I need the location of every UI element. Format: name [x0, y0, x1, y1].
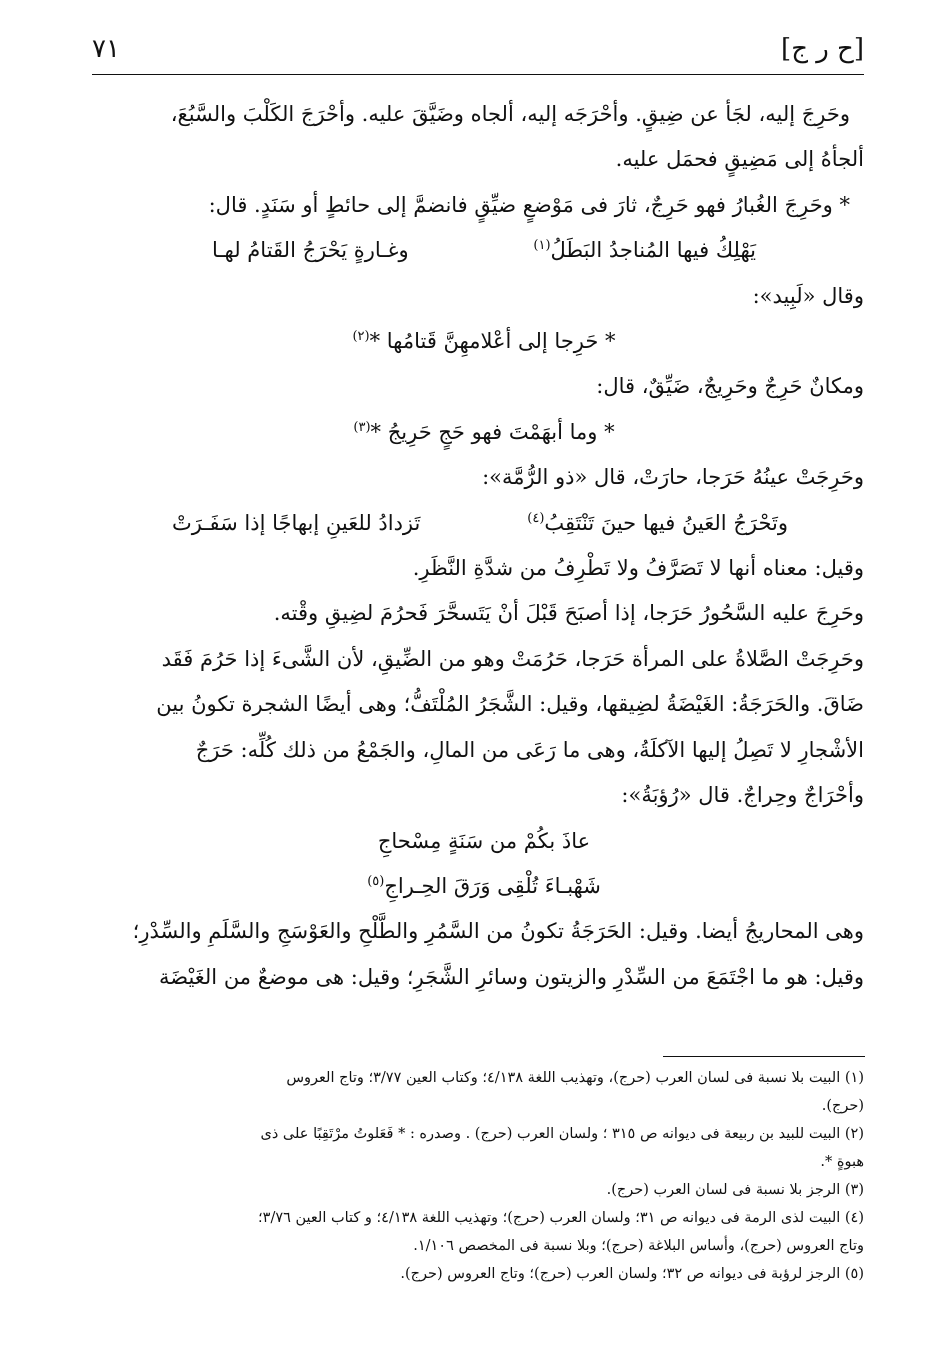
text-line: وحَرِجَتْ الصَّلاةُ على المرأة حَرَجا، حَرُمَتْ وهو من الضِّيقِ، لأن الشَّىءَ إذا حَرُمَ فَقَد: [161, 646, 864, 671]
text-line: وقال «لَبِيد»:: [752, 283, 864, 308]
footnote-ref: (٥): [367, 873, 385, 889]
footnote-continuation: وتاج العروس (حرج)، وأساس البلاغة (حرج)؛ وبلا نسبة فى المخصص ١/١٠٦.: [413, 1238, 864, 1254]
footnote-ref: (٣): [353, 419, 371, 435]
poetry-verse: [104, 228, 864, 273]
text-line: وقيل: هو ما اجْتَمَعَ من السِّدْرِ والزيتون وسائرِ الشَّجَرِ؛ وقيل: هى موضعٌ من الغَيْضَة: [158, 964, 864, 989]
footnote: (١) البيت بلا نسبة فى لسان العرب (حرج)، وتهذيب اللغة ٤/١٣٨؛ وكتاب العين ٣/٧٧؛ وتاج العروس: [286, 1070, 864, 1086]
text-line: وحَرِجَتْ عينُهُ حَرَجا، حارَتْ، قال «ذو الرُّمَّة»:: [482, 465, 864, 490]
footnote-separator: [663, 1056, 865, 1057]
footnote-ref: (١): [533, 238, 551, 254]
poetry-verse: [104, 501, 864, 546]
footnote-continuation: هبوةٍ *.: [820, 1154, 864, 1170]
footnote-ref: (٤): [527, 510, 545, 526]
page-number: ٧١: [92, 34, 120, 64]
text-line: الأشْجارِ لا تَصِلُ إليها الآكلَةُ، وهى ما رَعَى من المالِ، والجَمْعُ من ذلك كُلِّه: حَرَجٌ: [195, 737, 864, 762]
text-line: وهى المحاريجُ أيضا. وقيل: الحَرَجَةُ تكونُ من السَّمُرِ والطَّلْحِ والعَوْسَجِ والسَّلَمِ والسِّدْرِ؛: [132, 919, 864, 944]
verse-hemistich: يَهْلِكُ فيها المُناجدُ البَطَلُ$^{(١)}$: [533, 238, 756, 263]
text-line: ألجأهُ إلى مَضِيقٍ فحمَل عليه.: [615, 147, 864, 172]
text-line: * وحَرِجَ الغُبارُ فهو حَرِجٌ، ثارَ فى مَوْضعٍ ضيِّقٍ فانضمَّ إلى حائطٍ أو سَنَدٍ. قال:: [208, 192, 850, 217]
verse-hemistich: وغـارةٍ يَحْرَجُ القَتامُ لهـا: [212, 238, 409, 263]
footnote: (٢) البيت للبيد بن ربيعة فى ديوانه ص ٣١٥ ؛ ولسان العرب (حرج) . وصدره : * فَعَلوتُ مرْتَقِبًا على ذى: [260, 1126, 864, 1142]
footnote-ref: (٢): [352, 329, 370, 345]
page-header: [92, 30, 864, 75]
poetry-line: عاذَ بكُمْ من سَنَةٍ مِسْحاجِ: [377, 828, 591, 853]
verse-hemistich: تَزدادُ للعَينِ إبهاجًا إذا سَفَـرَتْ: [172, 510, 421, 535]
footnote: (٤) البيت لذى الرمة فى ديوانه ص ٣١؛ ولسان العرب (حرج)؛ وتهذيب اللغة ٤/١٣٨؛ و كتاب العين ٣/٧٦؛: [258, 1210, 864, 1226]
footnote-continuation: (حرج).: [821, 1098, 864, 1114]
text-line: ضَاقَ. والحَرَجَةُ: الغَيْضَةُ لضِيقها، وقيل: الشَّجَرُ المُلْتَفُّ؛ وهى أيضًا الشجرة تكونُ بين: [156, 692, 864, 717]
dictionary-text: [104, 92, 864, 1000]
footnote: (٣) الرجز بلا نسبة فى لسان العرب (حرج).: [606, 1182, 864, 1198]
text-line: وقيل: معناه أنها لا تَصَرَّفُ ولا تَطْرِفُ من شدَّةِ النَّظَرِ.: [412, 556, 864, 581]
text-line: وحَرِجَ إليه، لجَأ عن ضِيقٍ. وأحْرَجَه إليه، ألجاه وضَيَّقَ عليه. وأحْرَجَ الكَلْبَ والسَّبُعَ،: [170, 102, 850, 126]
root-letters-heading: [ح ر ج]: [781, 34, 864, 64]
poetry-line: * حَرِجا إلى أعْلامهِنَّ قَتامُها *$^{(٢)}$: [352, 329, 616, 354]
text-line: ومكانٌ حَرِجٌ وحَرِيجٌ، ضَيِّقٌ، قال:: [596, 374, 864, 399]
footnote: (٥) الرجز لرؤبة فى ديوانه ص ٣٢؛ ولسان العرب (حرج)؛ وتاج العروس (حرج).: [400, 1266, 864, 1282]
poetry-line: * وما أبهَمْتَ فهو حَجٍ حَرِيجُ *$^{(٣)}$: [353, 419, 615, 444]
verse-hemistich: وتَحْرَجُ العَينُ فيها حينَ تَنْتَقِبُ$^{(٤)}$: [527, 510, 788, 535]
text-line: وحَرِجَ عليه السَّحُورُ حَرَجا، إذا أصبَحَ قَبْلَ أنْ يَتَسحَّرَ فَحرُمَ لضِيقِ وقْته.: [273, 601, 864, 626]
footnotes: [104, 1064, 864, 1288]
text-line: وأحْرَاجٌ وحِراجٌ. قال «رُؤبَةُ»:: [621, 783, 864, 808]
poetry-line: شَهْبـاءَ تُلْقِى وَرَقَ الحِـراجِ$^{(٥)}$: [367, 873, 601, 898]
